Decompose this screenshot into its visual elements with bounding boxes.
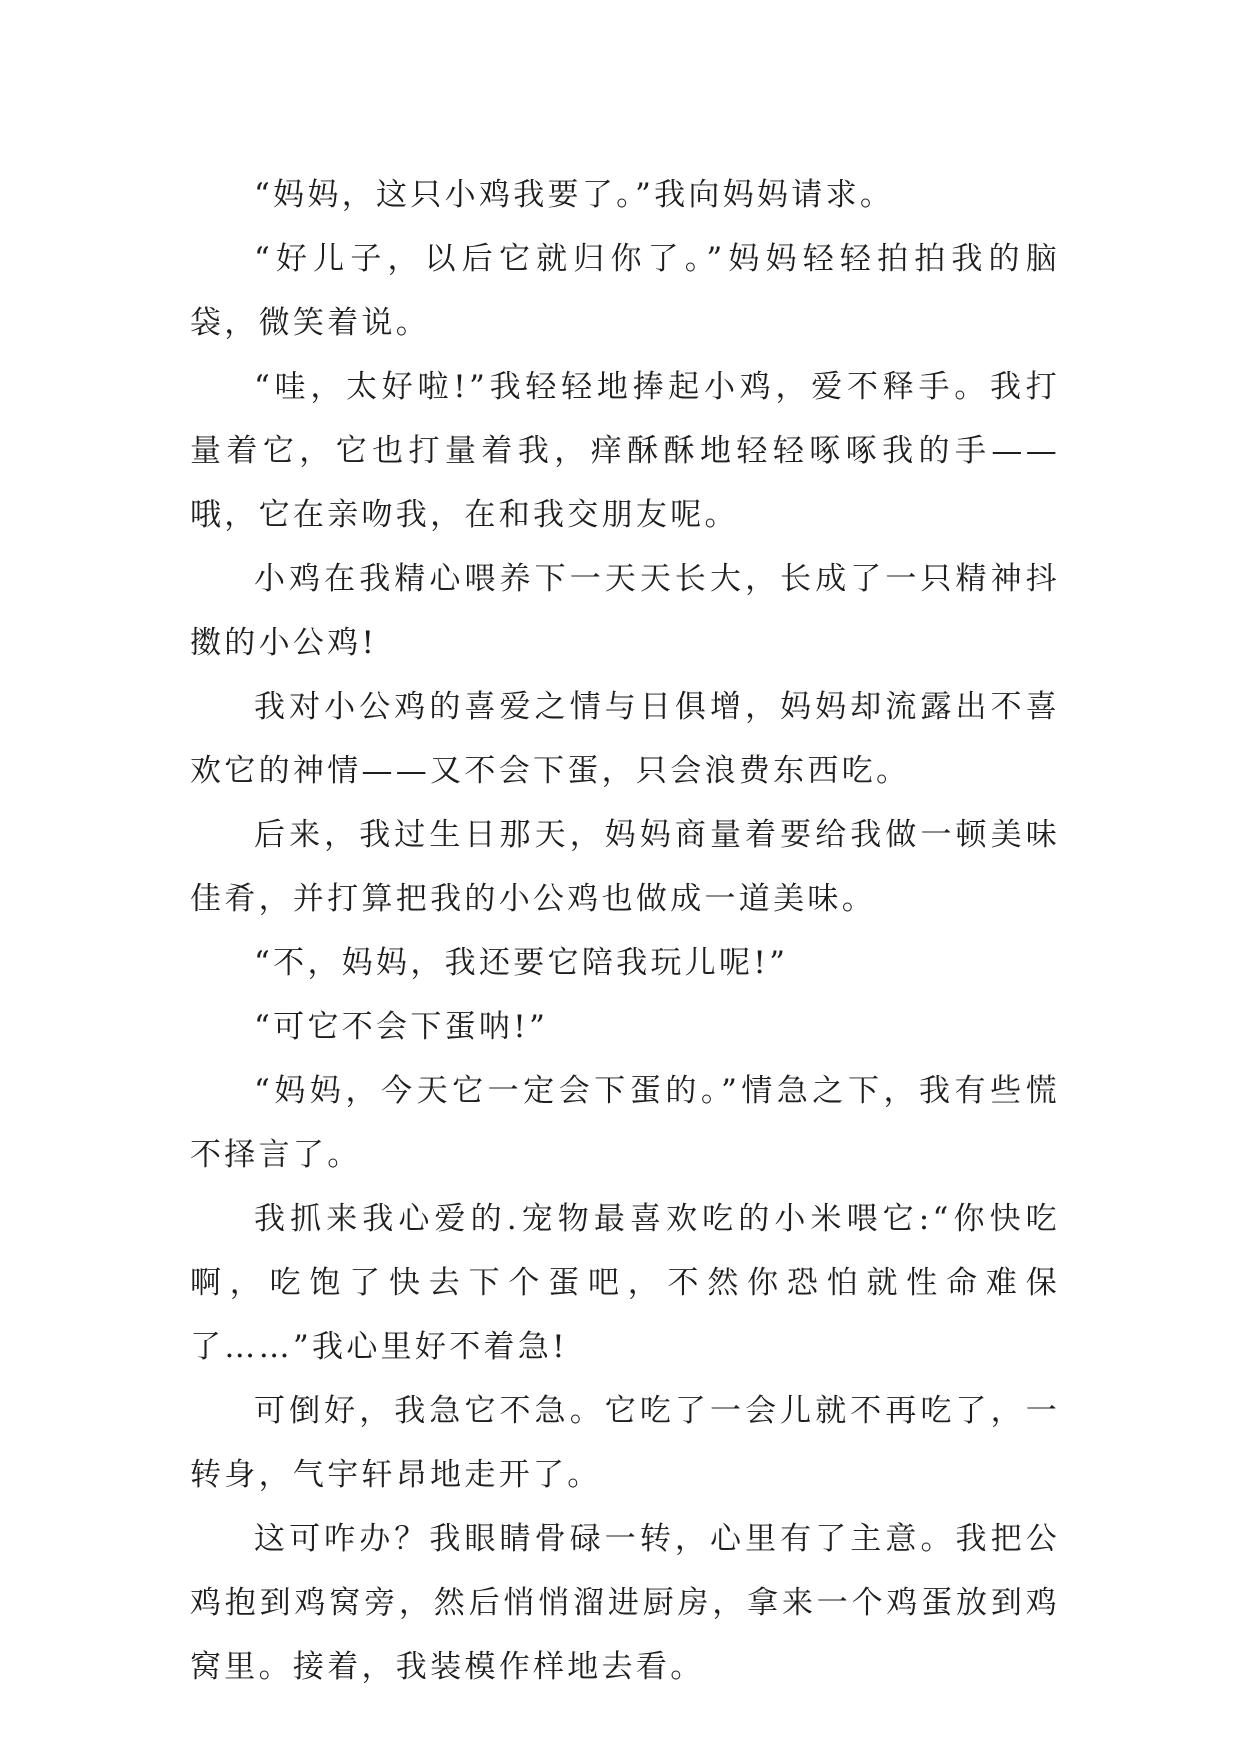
paragraph: “可它不会下蛋呐!” (254, 1009, 549, 1045)
document-body (190, 163, 1060, 1699)
paragraph: 后来，我过生日那天，妈妈商量着要给我做一顿美味佳肴，并打算把我的小公鸡也做成一道美味。 (190, 817, 1060, 917)
paragraph: “好儿子，以后它就归你了。”妈妈轻轻拍拍我的脑袋，微笑着说。 (190, 241, 1060, 341)
paragraph: “哇，太好啦!”我轻轻地捧起小鸡，爱不释手。我打量着它，它也打量着我，痒酥酥地轻轻啄啄我的手——哦，它在亲吻我，在和我交朋友呢。 (190, 369, 1060, 533)
paragraph: “妈妈，今天它一定会下蛋的。”情急之下，我有些慌不择言了。 (190, 1073, 1060, 1173)
paragraph: “不，妈妈，我还要它陪我玩儿呢!” (254, 945, 789, 981)
paragraph: “妈妈，这只小鸡我要了。”我向妈妈请求。 (254, 177, 895, 213)
paragraph: 我对小公鸡的喜爱之情与日俱增，妈妈却流露出不喜欢它的神情——又不会下蛋，只会浪费东西吃。 (190, 689, 1060, 789)
paragraph: 我抓来我心爱的.宠物最喜欢吃的小米喂它:“你快吃啊，吃饱了快去下个蛋吧，不然你恐怕就性命难保了……”我心里好不着急! (190, 1201, 1060, 1365)
paragraph: 可倒好，我急它不急。它吃了一会儿就不再吃了，一转身，气宇轩昂地走开了。 (190, 1393, 1060, 1493)
paragraph: 小鸡在我精心喂养下一天天长大，长成了一只精神抖擞的小公鸡! (190, 561, 1060, 661)
paragraph: 这可咋办？我眼睛骨碌一转，心里有了主意。我把公鸡抱到鸡窝旁，然后悄悄溜进厨房，拿来一个鸡蛋放到鸡窝里。接着，我装模作样地去看。 (190, 1521, 1060, 1685)
